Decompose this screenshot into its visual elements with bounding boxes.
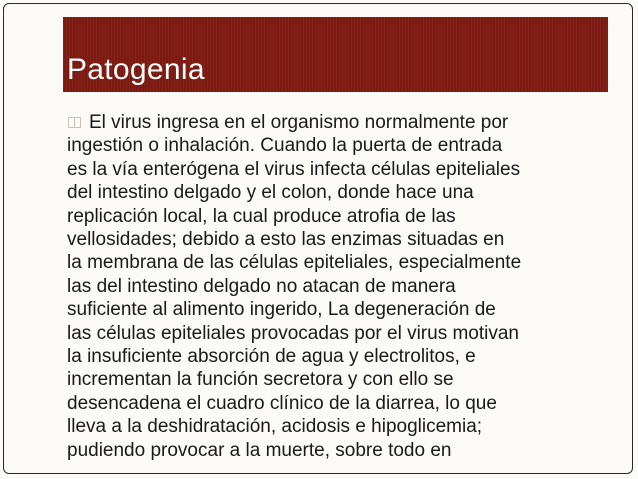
body-line: del intestino delgado y el colon, donde hace una — [67, 182, 474, 204]
body-line: suficiente al alimento ingerido, La degeneración de — [67, 299, 496, 321]
body-line: vellosidades; debido a esto las enzimas situadas en — [67, 229, 505, 251]
bullet-item — [68, 111, 608, 134]
body-line: El virus ingresa en el organismo normalmente por — [89, 112, 509, 133]
body-line: incrementan la función secretora y con ello se — [67, 369, 454, 391]
body-line: la insuficiente absorción de agua y electrolitos, e — [67, 346, 476, 368]
body-line: lleva a la deshidratación, acidosis e hipoglicemia; — [67, 416, 483, 438]
body-line: pudiendo provocar a la muerte, sobre todo en — [67, 439, 452, 461]
body-line: ingestión o inhalación. Cuando la puerta de entrada — [67, 135, 503, 157]
body-line: la membrana de las células epiteliales, especialmente — [67, 252, 522, 274]
body-line: desencadena el cuadro clínico de la diarrea, lo que — [67, 392, 497, 414]
body-line: replicación local, la cual produce atrofia de las — [67, 205, 456, 227]
slide-body — [68, 111, 608, 462]
slide-title: Patogenia — [67, 53, 205, 86]
body-line: las del intestino delgado no atacan de manera — [67, 275, 456, 297]
bullet-continuation — [67, 134, 608, 462]
square-bullet-icon — [68, 117, 81, 128]
body-line: es la vía enterógena el virus infecta células epiteliales — [67, 158, 521, 180]
body-line: las células epiteliales provocadas por el virus motivan — [67, 322, 520, 344]
